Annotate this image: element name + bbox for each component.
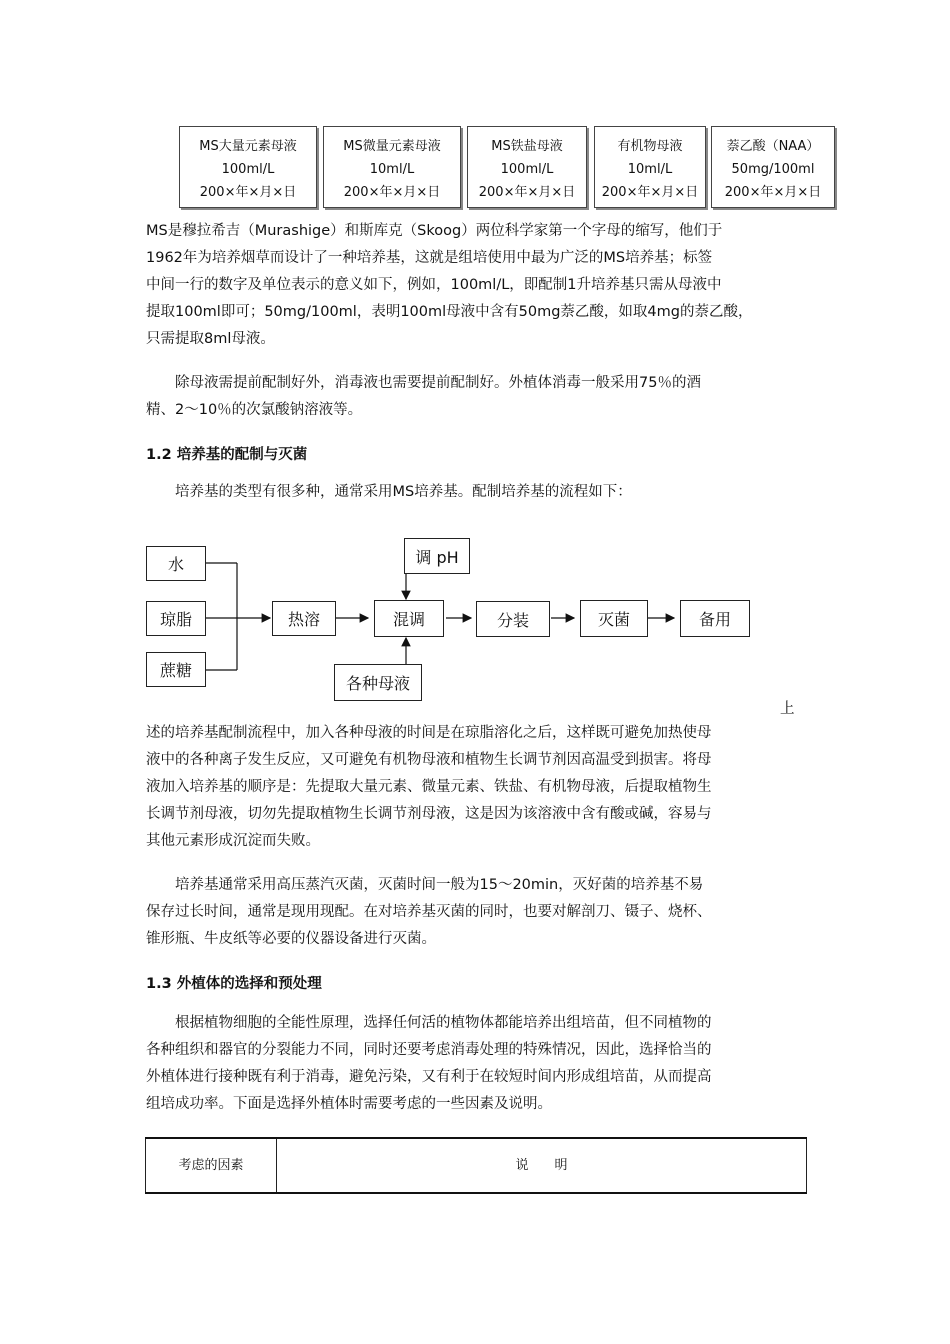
text-line: 锥形瓶、牛皮纸等必要的仪器设备进行灭菌。 (146, 931, 436, 947)
text-line: 除母液需提前配制好外，消毒液也需要提前配制好。外植体消毒一般采用75％的酒 (146, 375, 701, 391)
flow-box-adjust-ph: 调 pH (404, 538, 470, 574)
text-line: 长调节剂母液，切勿先提取植物生长调节剂母液，这是因为该溶液中含有酸或碱，容易与 (146, 806, 712, 822)
text-line: 提取100ml即可；50mg/100ml，表明100ml母液中含有50mg萘乙酸，如取4mg的萘乙酸， (146, 304, 753, 320)
medium-preparation-flowchart (146, 536, 796, 706)
label-title: MS铁盐母液 (491, 139, 563, 154)
table-header-row (146, 1138, 807, 1193)
flow-box-ready: 备用 (680, 600, 750, 637)
label-dose: 100ml/L (500, 162, 554, 177)
label-date: 200×年×月×日 (199, 185, 297, 200)
label-title: 萘乙酸（NAA） (726, 139, 820, 154)
flow-box-sucrose: 蔗糖 (146, 652, 206, 687)
flow-box-melt: 热溶 (272, 601, 336, 636)
text-line: 液加入培养基的顺序是：先提取大量元素、微量元素、铁盐、有机物母液，后提取植物生 (146, 779, 712, 795)
text-line: 精、2～10％的次氯酸钠溶液等。 (146, 402, 363, 418)
paragraph-flow-explanation (146, 720, 806, 855)
paragraph-disinfectant (146, 370, 806, 424)
flow-box-sterilize: 灭菌 (580, 600, 648, 637)
text-line: 保存过长时间，通常是现用现配。在对培养基灭菌的同时，也要对解剖刀、镊子、烧杯、 (146, 904, 712, 920)
text-line: 其他元素形成沉淀而失败。 (146, 833, 320, 849)
label-card (594, 126, 706, 208)
flow-box-agar: 琼脂 (146, 601, 206, 636)
header-cell-description: 说 明 (277, 1138, 807, 1193)
label-date: 200×年×月×日 (724, 185, 822, 200)
text-line: 培养基的类型有很多种，通常采用MS培养基。配制培养基的流程如下： (146, 484, 632, 500)
header-cell-factors: 考虑的因素 (146, 1138, 277, 1193)
wrapped-character: 上 (780, 701, 795, 717)
label-card (711, 126, 835, 208)
flow-box-dispense: 分装 (476, 601, 550, 637)
text-line: MS是穆拉希吉（Murashige）和斯库克（Skoog）两位科学家第一个字母的缩写，他们于 (146, 223, 723, 239)
paragraph-explant-selection (146, 1010, 806, 1118)
section-heading-1-2: 1.2 培养基的配制与灭菌 (146, 447, 308, 463)
text-line: 只需提取8ml母液。 (146, 331, 275, 347)
text-line: 述的培养基配制流程中，加入各种母液的时间是在琼脂溶化之后，这样既可避免加热使母 (146, 725, 712, 741)
text-line: 各种组织和器官的分裂能力不同，同时还要考虑消毒处理的特殊情况，因此，选择恰当的 (146, 1042, 712, 1058)
label-date: 200×年×月×日 (601, 185, 699, 200)
label-title: MS大量元素母液 (199, 139, 297, 154)
label-date: 200×年×月×日 (343, 185, 441, 200)
label-dose: 10ml/L (369, 162, 415, 177)
label-card (179, 126, 317, 208)
stock-solution-labels (179, 126, 839, 212)
text-line: 中间一行的数字及单位表示的意义如下，例如，100ml/L，即配制1升培养基只需从母液中 (146, 277, 722, 293)
text-line: 根据植物细胞的全能性原理，选择任何活的植物体都能培养出组培苗，但不同植物的 (146, 1015, 712, 1031)
label-dose: 10ml/L (627, 162, 673, 177)
flow-box-stock-solutions: 各种母液 (334, 664, 422, 701)
text-line: 外植体进行接种既有利于消毒，避免污染，又有利于在较短时间内形成组培苗，从而提高 (146, 1069, 712, 1085)
label-title: MS微量元素母液 (343, 139, 441, 154)
paragraph-ms-explanation (146, 218, 806, 353)
text-line: 液中的各种离子发生反应，又可避免有机物母液和植物生长调节剂因高温受到损害。将母 (146, 752, 712, 768)
label-dose: 50mg/100ml (731, 162, 815, 177)
text-line: 1962年为培养烟草而设计了一种培养基，这就是组培使用中最为广泛的MS培养基；标签 (146, 250, 713, 266)
flow-box-mix: 混调 (374, 600, 444, 637)
paragraph-sterilization (146, 872, 806, 953)
label-dose: 100ml/L (221, 162, 275, 177)
text-line: 培养基通常采用高压蒸汽灭菌，灭菌时间一般为15～20min，灭好菌的培养基不易 (146, 877, 704, 893)
label-date: 200×年×月×日 (478, 185, 576, 200)
flow-box-water: 水 (146, 546, 206, 581)
label-title: 有机物母液 (617, 139, 683, 154)
text-line: 组培成功率。下面是选择外植体时需要考虑的一些因素及说明。 (146, 1096, 552, 1112)
factors-table (145, 1137, 807, 1194)
section-heading-1-3: 1.3 外植体的选择和预处理 (146, 976, 322, 992)
paragraph-medium-intro (146, 479, 806, 506)
label-card (467, 126, 587, 208)
label-card (323, 126, 461, 208)
